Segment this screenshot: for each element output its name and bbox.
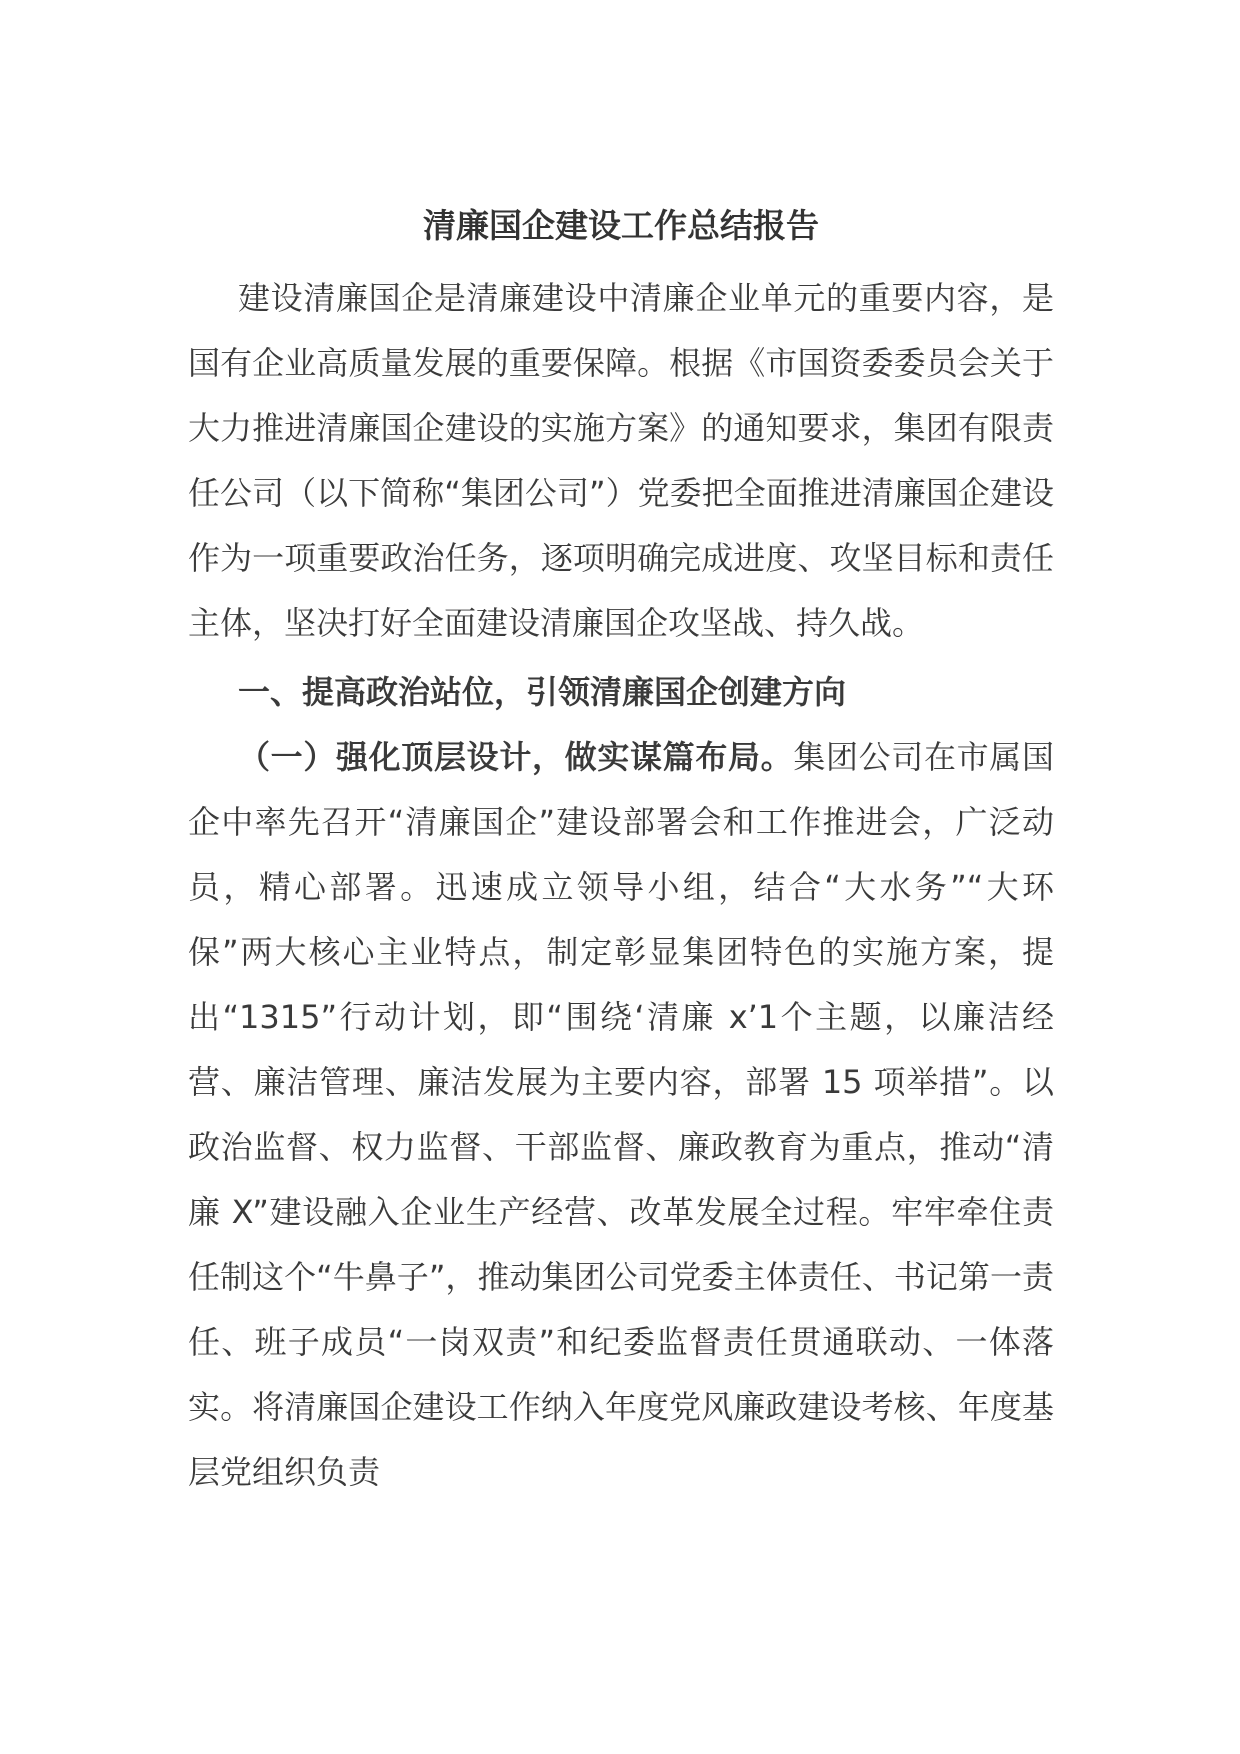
document-title: 清廉国企建设工作总结报告 <box>423 206 819 245</box>
subsection-paragraph-1 <box>188 725 1054 1505</box>
section-heading-1: 一、提高政治站位，引领清廉国企创建方向 <box>238 673 847 711</box>
document-body <box>188 200 1054 1505</box>
subsection-lead-1: （一）强化顶层设计，做实谋篇布局。 <box>238 738 794 776</box>
intro-paragraph: 建设清廉国企是清廉建设中清廉企业单元的重要内容，是国有企业高质量发展的重要保障。根据《市国资委委员会关于大力推进清廉国企建设的实施方案》的通知要求，集团有限责任公司（以下简称“集团公司”）党委把全面推进清廉国企建设作为一项重要政治任务，逐项明确完成进度、攻坚目标和责任主体，坚决打好全面建设清廉国企攻坚战、持久战。 <box>188 279 1054 642</box>
subsection-body-1: 集团公司在市属国企中率先召开“清廉国企”建设部署会和工作推进会，广泛动员，精心部署。迅速成立领导小组，结合“大水务”“大环保”两大核心主业特点，制定彰显集团特色的实施方案，提出“1315”行动计划，即“围绕‘清廉 x’1个主题，以廉洁经营、廉洁管理、廉洁发展为主要内容，部署 15 项举措”。以政治监督、权力监督、干部监督、廉政教育为重点，推动“清廉 X”建设融入企业生产经营、改革发展全过程。牢牢牵住责任制这个“牛鼻子”，推动集团公司党委主体责任、书记第一责任、班子成员“一岗双责”和纪委监督责任贯通联动、一体落实。将清廉国企建设工作纳入年度党风廉政建设考核、年度基层党组织负责 <box>188 738 1054 1491</box>
